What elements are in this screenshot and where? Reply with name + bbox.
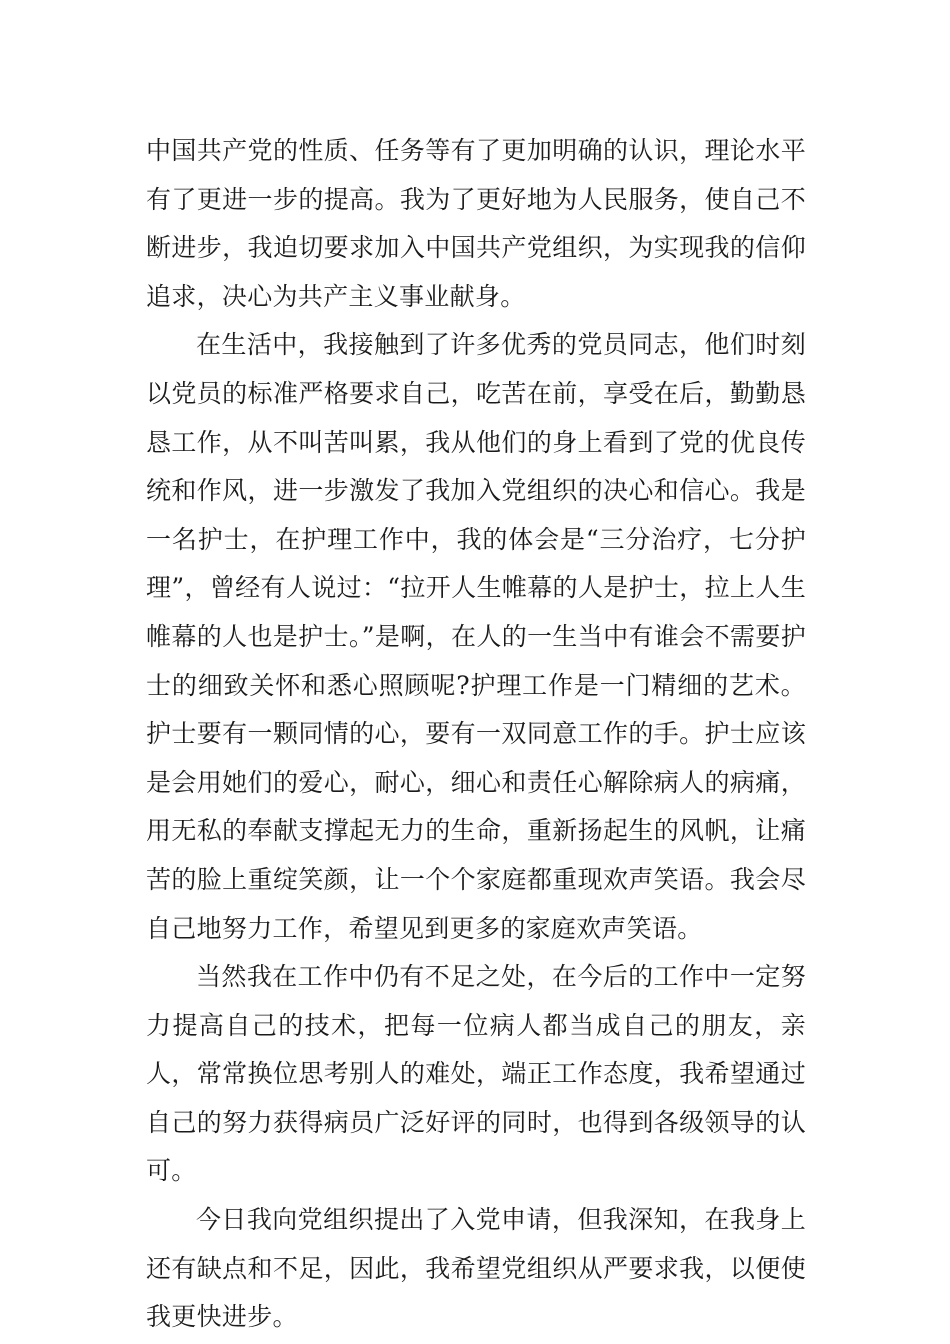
paragraph-2: 在生活中，我接触到了许多优秀的党员同志，他们时刻以党员的标准严格要求自己，吃苦在前，享受在后，勤勤恳恳工作，从不叫苦叫累，我从他们的身上看到了党的优良传统和作风，进一步激发了我加入党组织的决心和信心。我是一名护士，在护理工作中，我的体会是“三分治疗，七分护理”，曾经有人说过：“拉开人生帷幕的人是护士，拉上人生帷幕的人也是护士。”是啊，在人的一生当中有谁会不需要护士的细致关怀和悉心照顾呢?护理工作是一门精细的艺术。护士要有一颗同情的心，要有一双同意工作的手。护士应该是会用她们的爱心，耐心，细心和责任心解除病人的病痛，用无私的奉献支撑起无力的生命，重新扬起生的风帆，让痛苦的脸上重绽笑颜，让一个个家庭都重现欢声笑语。我会尽自己地努力工作，希望见到更多的家庭欢声笑语。 xyxy=(146,330,806,943)
paragraph-4: 今日我向党组织提出了入党申请，但我深知，在我身上还有缺点和不足，因此，我希望党组织从严要求我，以便使我更快进步。 xyxy=(146,1205,806,1332)
document-body xyxy=(146,127,806,1342)
paragraph-3: 当然我在工作中仍有不足之处，在今后的工作中一定努力提高自己的技术，把每一位病人都当成自己的朋友，亲人，常常换位思考别人的难处，端正工作态度，我希望通过自己的努力获得病员广泛好评的同时，也得到各级领导的认可。 xyxy=(146,962,806,1186)
paragraph-1: 中国共产党的性质、任务等有了更加明确的认识，理论水平有了更进一步的提高。我为了更好地为人民服务，使自己不断进步，我迫切要求加入中国共产党组织，为实现我的信仰追求，决心为共产主义事业献身。 xyxy=(146,136,806,311)
